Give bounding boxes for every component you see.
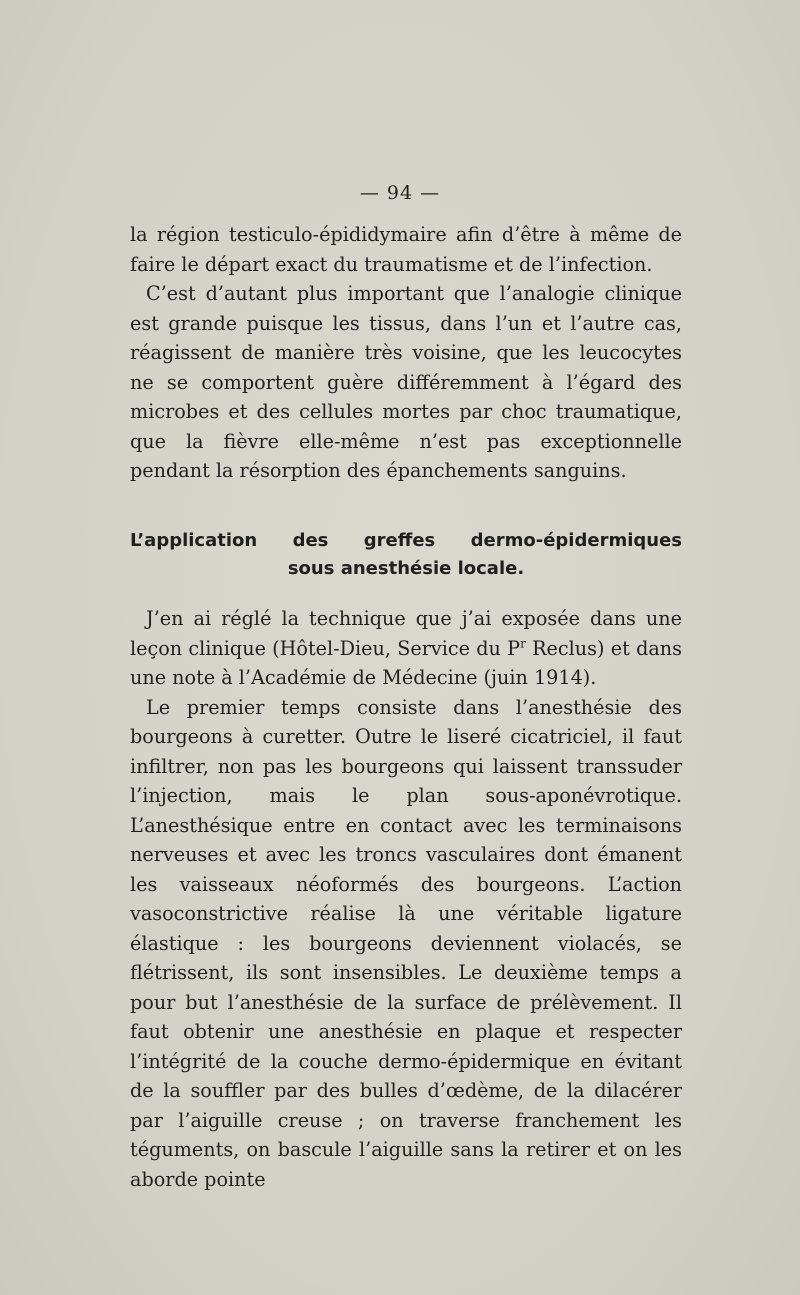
paragraph-technique-text-b: Reclus) et dans une note à l’Académie de Médecine (juin 1914). xyxy=(130,636,682,689)
paragraph-continuation: la région testiculo-épididymaire afin d’être à même de faire le départ exact du traumatisme et de l’infection. xyxy=(130,223,682,276)
page-number: — 94 — xyxy=(359,182,441,204)
section-heading xyxy=(130,527,682,583)
paragraph-technique xyxy=(130,604,682,693)
text-block-top xyxy=(130,220,682,486)
section-heading-line-2: sous anesthésie locale. xyxy=(287,558,525,579)
text-block-bottom xyxy=(130,604,682,1194)
paragraph-technique-text-a: J’en ai réglé la technique que j’ai exposée dans une leçon clinique (Hôtel-Dieu, Service du P xyxy=(130,607,682,660)
section-heading-line-1: L’application des greffes dermo-épidermiques xyxy=(130,530,682,551)
superscript-r: r xyxy=(520,636,526,651)
paragraph-analogy: C’est d’autant plus important que l’analogie clinique est grande puisque les tissus, dans l’un et l’autre cas, réagissent de manière très voisine, que les leucocytes ne se comportent guère différemment à l’égard des microbes et des cellules mortes par choc traumatique, que la fièvre elle-même n’est pas exceptionnelle pendant la résorption des épanchements sanguins. xyxy=(130,282,682,482)
paragraph-first-step: Le premier temps consiste dans l’anesthésie des bourgeons à curetter. Outre le liseré cicatriciel, il faut infiltrer, non pas les bourgeons qui laissent transsuder l’injection, mais le plan sous-aponévrotique. L’anesthésique entre en contact avec les terminaisons nerveuses et avec les troncs vasculaires dont émanent les vaisseaux néoformés des bourgeons. L’action vasoconstrictive réalise là une véritable ligature élastique : les bourgeons deviennent violacés, se flétrissent, ils sont insensibles. Le deuxième temps a pour but l’anesthésie de la surface de prélèvement. Il faut obtenir une anesthésie en plaque et respecter l’intégrité de la couche dermo-épidermique en évitant de la souffler par des bulles d’œdème, de la dilacérer par l’aiguille creuse ; on traverse franchement les téguments, on bascule l’aiguille sans la retirer et on les aborde pointe xyxy=(130,695,682,1191)
